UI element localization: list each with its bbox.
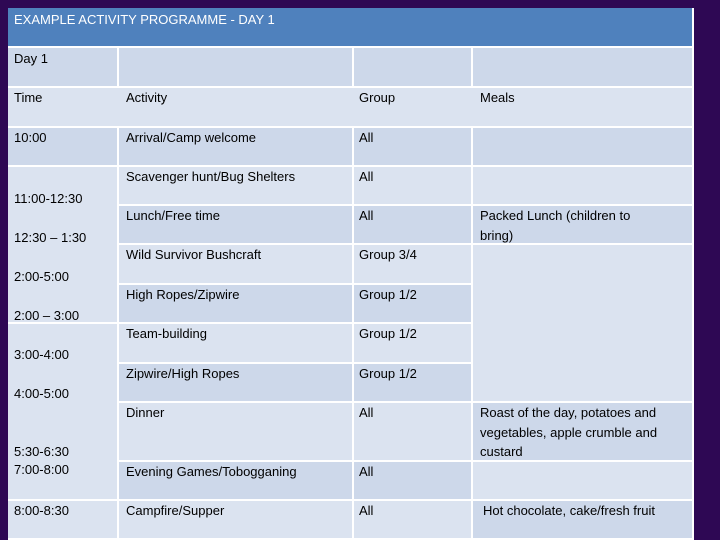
- time-value: 2:00-5:00: [14, 269, 69, 284]
- group-value: All: [359, 464, 374, 479]
- title-row: [8, 8, 694, 48]
- activity-value: Lunch/Free time: [126, 208, 220, 223]
- time-value: 12:30 – 1:30: [14, 230, 87, 245]
- activity-value: Evening Games/Tobogganing: [126, 464, 297, 479]
- activity-value: Zipwire/High Ropes: [126, 366, 240, 381]
- time-value: 4:00-5:00: [14, 386, 69, 401]
- group-value: All: [359, 169, 374, 184]
- day-row-cell: [119, 48, 354, 88]
- meal-lunch: Packed Lunch (children to bring): [480, 208, 631, 243]
- table-row: [119, 403, 473, 462]
- time-value: 5:30-6:30: [14, 444, 69, 459]
- activity-value: Arrival/Camp welcome: [126, 130, 257, 145]
- activity-value: Dinner: [126, 405, 165, 420]
- column-divider: [352, 128, 354, 540]
- group-value: All: [359, 405, 374, 420]
- group-value: Group 1/2: [359, 366, 417, 381]
- meals-cell: [473, 167, 694, 206]
- header-row: [8, 88, 694, 128]
- day-label: Day 1: [14, 51, 48, 66]
- programme-slide: [8, 8, 694, 540]
- meals-header: Meals: [480, 90, 515, 105]
- activity-value: Team-building: [126, 326, 207, 341]
- activity-header: Activity: [126, 90, 168, 105]
- activity-value: Wild Survivor Bushcraft: [126, 247, 262, 262]
- time-value: 8:00-8:30: [14, 503, 69, 518]
- meal-supper: Hot chocolate, cake/fresh fruit: [483, 503, 655, 518]
- activity-value: High Ropes/Zipwire: [126, 287, 240, 302]
- group-value: Group 1/2: [359, 326, 417, 341]
- time-value: 3:00-4:00: [14, 347, 69, 362]
- day-cell: [8, 48, 119, 88]
- time-header: Time: [14, 90, 43, 105]
- activity-value: Campfire/Supper: [126, 503, 225, 518]
- meals-cell: [473, 245, 694, 403]
- time-value: 2:00 – 3:00: [14, 308, 80, 323]
- group-value: All: [359, 503, 374, 518]
- time-value: 11:00-12:30: [14, 191, 83, 206]
- group-value: All: [359, 208, 374, 223]
- meals-cell: [473, 128, 694, 167]
- activity-value: Scavenger hunt/Bug Shelters: [126, 169, 296, 184]
- page-title: EXAMPLE ACTIVITY PROGRAMME - DAY 1: [14, 12, 275, 27]
- group-header: Group: [359, 90, 396, 105]
- group-value: Group 3/4: [359, 247, 417, 262]
- group-value: Group 1/2: [359, 287, 417, 302]
- meals-cell: [473, 462, 694, 501]
- group-value: All: [359, 130, 374, 145]
- time-value: 10:00: [14, 130, 47, 145]
- time-value: 7:00-8:00: [14, 462, 69, 477]
- day-row-cell: [473, 48, 694, 88]
- meal-dinner: Roast of the day, potatoes and vegetables, apple crumble and custard: [480, 405, 658, 459]
- day-row-cell: [354, 48, 473, 88]
